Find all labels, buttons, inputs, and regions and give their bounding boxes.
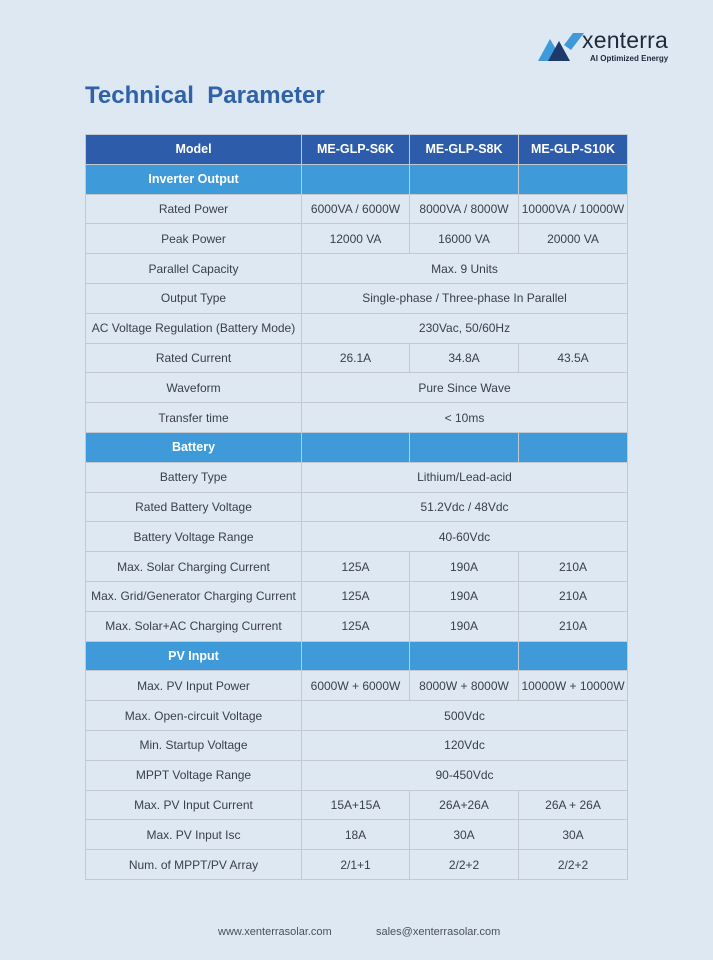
header-model-s8k: ME-GLP-S8K: [410, 135, 519, 165]
table-row: [86, 581, 628, 611]
row-value-merged: < 10ms: [302, 403, 628, 433]
row-label: Max. PV Input Isc: [86, 820, 302, 850]
row-value: 2/2+2: [410, 850, 519, 880]
row-value: 26A+26A: [410, 790, 519, 820]
row-label: AC Voltage Regulation (Battery Mode): [86, 313, 302, 343]
row-label: MPPT Voltage Range: [86, 760, 302, 790]
row-value: 10000VA / 10000W: [519, 194, 628, 224]
section-filler-cell: [410, 641, 519, 671]
row-value: 210A: [519, 611, 628, 641]
table-row: [86, 671, 628, 701]
row-value: 34.8A: [410, 343, 519, 373]
section-filler-cell: [410, 164, 519, 194]
row-label: Max. Grid/Generator Charging Current: [86, 581, 302, 611]
row-label: Min. Startup Voltage: [86, 730, 302, 760]
header-model-s10k: ME-GLP-S10K: [519, 135, 628, 165]
row-value: 125A: [302, 581, 410, 611]
row-label: Waveform: [86, 373, 302, 403]
row-value-merged: 90-450Vdc: [302, 760, 628, 790]
table-row: [86, 373, 628, 403]
row-value: 125A: [302, 552, 410, 582]
section-title: Battery: [86, 432, 302, 462]
row-value-merged: 500Vdc: [302, 701, 628, 731]
row-value: 125A: [302, 611, 410, 641]
row-value: 210A: [519, 552, 628, 582]
row-value-merged: 40-60Vdc: [302, 522, 628, 552]
table-row: [86, 701, 628, 731]
section-row: [86, 432, 628, 462]
row-value: 210A: [519, 581, 628, 611]
row-label: Rated Battery Voltage: [86, 492, 302, 522]
table-row: [86, 492, 628, 522]
row-label: Output Type: [86, 283, 302, 313]
table-row: [86, 611, 628, 641]
row-value: 30A: [410, 820, 519, 850]
table-row: [86, 522, 628, 552]
spec-table-body: [86, 135, 628, 880]
section-filler-cell: [519, 164, 628, 194]
table-row: [86, 224, 628, 254]
brand-logo: [538, 27, 688, 66]
footer-email[interactable]: sales@xenterrasolar.com: [376, 926, 501, 938]
section-filler-cell: [302, 641, 410, 671]
row-value: 26.1A: [302, 343, 410, 373]
row-label: Max. PV Input Power: [86, 671, 302, 701]
row-value: 26A + 26A: [519, 790, 628, 820]
section-filler-cell: [302, 432, 410, 462]
table-row: [86, 730, 628, 760]
table-row: [86, 403, 628, 433]
row-value: 15A+15A: [302, 790, 410, 820]
section-filler-cell: [519, 432, 628, 462]
row-value: 30A: [519, 820, 628, 850]
row-value: 20000 VA: [519, 224, 628, 254]
header-model-s6k: ME-GLP-S6K: [302, 135, 410, 165]
brand-name: xenterra: [582, 27, 668, 53]
table-row: [86, 820, 628, 850]
row-label: Battery Type: [86, 462, 302, 492]
row-value-merged: Pure Since Wave: [302, 373, 628, 403]
row-value-merged: 51.2Vdc / 48Vdc: [302, 492, 628, 522]
row-label: Battery Voltage Range: [86, 522, 302, 552]
page-title: Technical Parameter: [85, 82, 325, 109]
table-row: [86, 313, 628, 343]
spec-table: [85, 134, 628, 880]
row-label: Max. Solar+AC Charging Current: [86, 611, 302, 641]
footer-website[interactable]: www.xenterrasolar.com: [218, 926, 332, 938]
row-label: Max. Open-circuit Voltage: [86, 701, 302, 731]
row-label: Transfer time: [86, 403, 302, 433]
row-value: 12000 VA: [302, 224, 410, 254]
row-label: Num. of MPPT/PV Array: [86, 850, 302, 880]
row-value: 2/1+1: [302, 850, 410, 880]
table-row: [86, 790, 628, 820]
table-header-row: [86, 135, 628, 165]
row-value: 190A: [410, 581, 519, 611]
row-value: 10000W + 10000W: [519, 671, 628, 701]
section-filler-cell: [302, 164, 410, 194]
row-label: Rated Power: [86, 194, 302, 224]
row-value-merged: 230Vac, 50/60Hz: [302, 313, 628, 343]
row-value-merged: Max. 9 Units: [302, 254, 628, 284]
table-row: [86, 552, 628, 582]
section-row: [86, 641, 628, 671]
row-value: 2/2+2: [519, 850, 628, 880]
row-value: 190A: [410, 611, 519, 641]
section-title: PV Input: [86, 641, 302, 671]
table-row: [86, 343, 628, 373]
row-value: 43.5A: [519, 343, 628, 373]
row-value: 6000W + 6000W: [302, 671, 410, 701]
section-filler-cell: [410, 432, 519, 462]
header-model: Model: [86, 135, 302, 165]
row-label: Max. PV Input Current: [86, 790, 302, 820]
section-row: [86, 164, 628, 194]
row-value: 8000W + 8000W: [410, 671, 519, 701]
table-row: [86, 760, 628, 790]
row-value: 190A: [410, 552, 519, 582]
row-label: Peak Power: [86, 224, 302, 254]
row-value: 18A: [302, 820, 410, 850]
row-value-merged: Single-phase / Three-phase In Parallel: [302, 283, 628, 313]
section-title: Inverter Output: [86, 164, 302, 194]
brand-tagline: AI Optimized Energy: [590, 54, 669, 63]
table-row: [86, 283, 628, 313]
table-row: [86, 194, 628, 224]
row-label: Parallel Capacity: [86, 254, 302, 284]
xenterra-logo-icon: [538, 33, 584, 61]
row-value: 8000VA / 8000W: [410, 194, 519, 224]
table-row: [86, 254, 628, 284]
table-row: [86, 462, 628, 492]
row-label: Rated Current: [86, 343, 302, 373]
table-row: [86, 850, 628, 880]
row-value-merged: Lithium/Lead-acid: [302, 462, 628, 492]
row-label: Max. Solar Charging Current: [86, 552, 302, 582]
row-value: 16000 VA: [410, 224, 519, 254]
section-filler-cell: [519, 641, 628, 671]
row-value-merged: 120Vdc: [302, 730, 628, 760]
row-value: 6000VA / 6000W: [302, 194, 410, 224]
